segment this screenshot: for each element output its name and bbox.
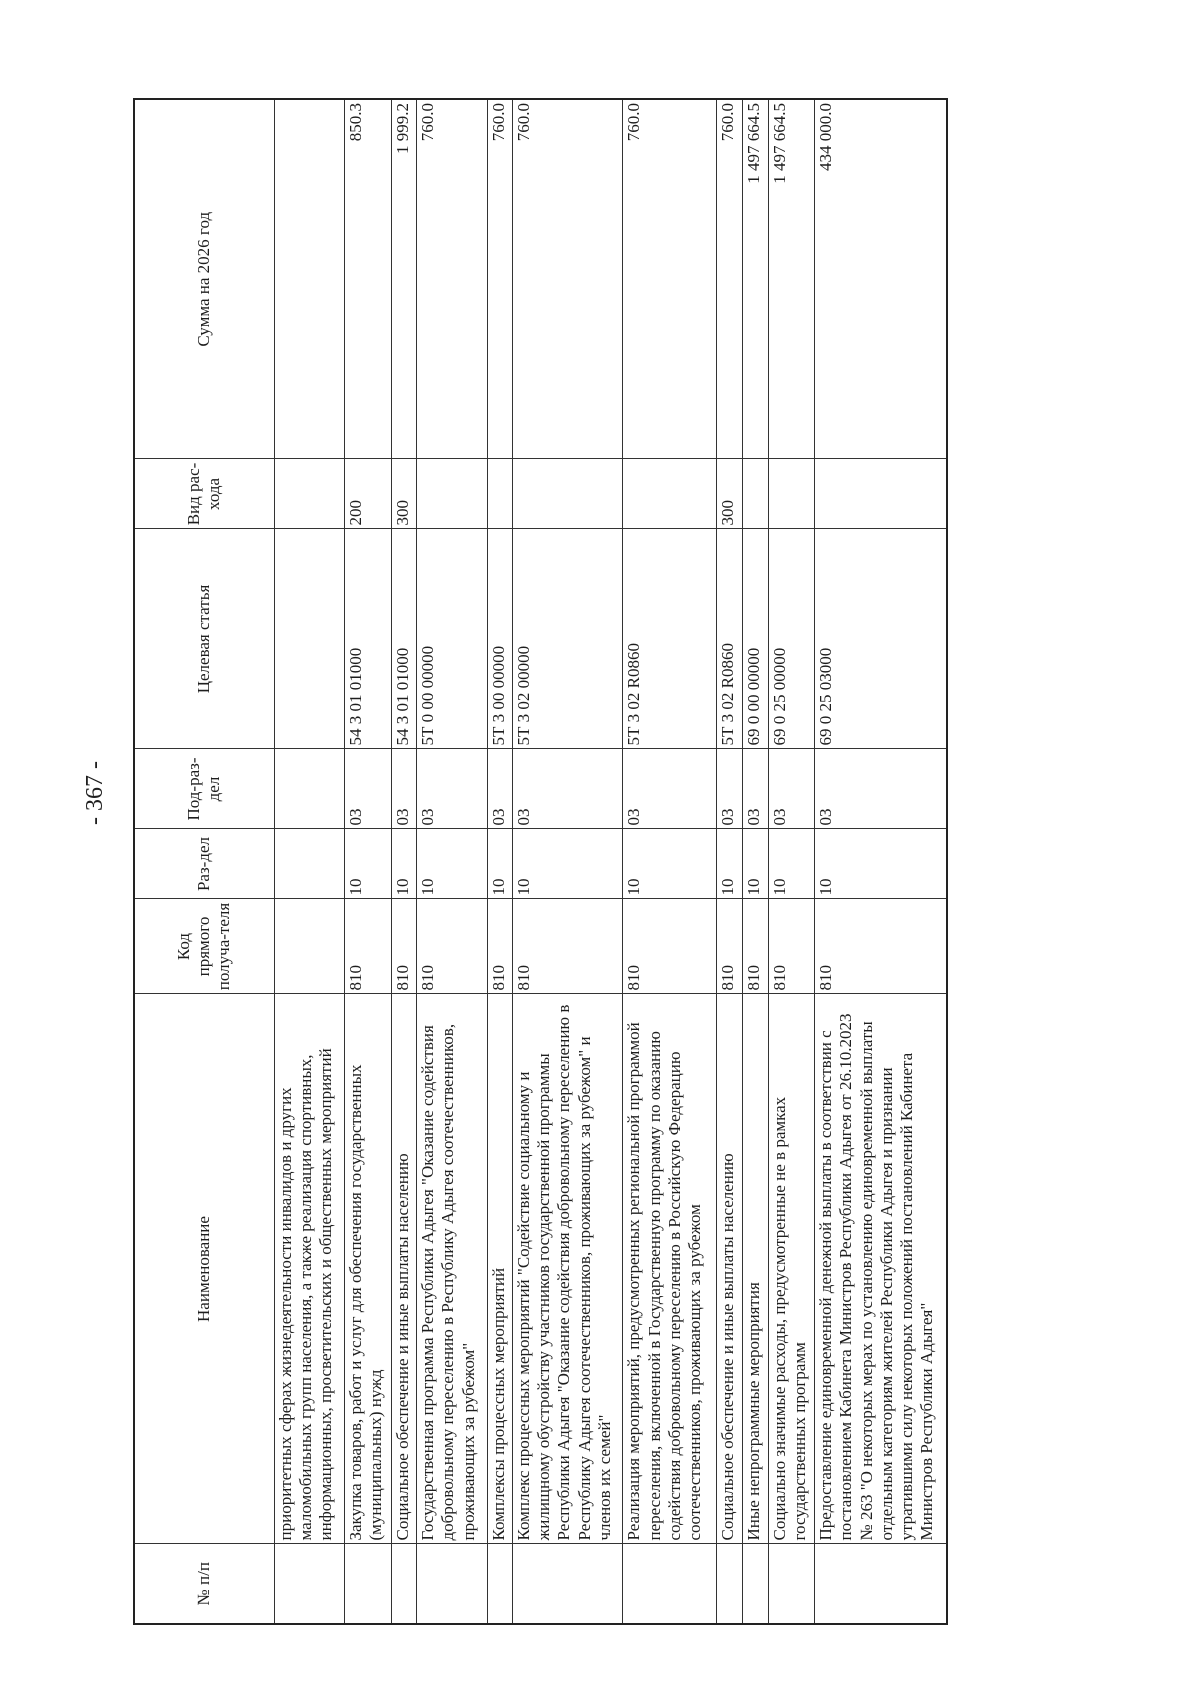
cell-summa: 1 497 664.5	[768, 99, 815, 459]
header-vid: Вид рас-хода	[134, 459, 274, 529]
cell-num	[717, 1544, 743, 1624]
cell-vid	[815, 459, 947, 529]
cell-celevaya: 5Т 3 02 00000	[513, 529, 623, 749]
cell-num	[391, 1544, 417, 1624]
cell-num	[513, 1544, 623, 1624]
cell-celevaya: 54 3 01 01000	[391, 529, 417, 749]
cell-kod: 810	[815, 899, 947, 994]
cell-kod: 810	[623, 899, 717, 994]
cell-vid: 300	[391, 459, 417, 529]
table-row	[623, 99, 717, 1624]
cell-summa: 760.0	[417, 99, 487, 459]
cell-razdel: 10	[742, 829, 768, 899]
cell-name: Социально значимые расходы, предусмотренные не в рамках государственных программ	[768, 994, 815, 1544]
cell-celevaya: 5Т 3 00 00000	[487, 529, 513, 749]
cell-podrazdel: 03	[768, 749, 815, 829]
table-row	[417, 99, 487, 1624]
rotated-table-container	[133, 100, 948, 1625]
cell-vid	[742, 459, 768, 529]
cell-celevaya: 5Т 0 00 00000	[417, 529, 487, 749]
cell-celevaya: 69 0 25 03000	[815, 529, 947, 749]
table-row	[513, 99, 623, 1624]
cell-razdel: 10	[487, 829, 513, 899]
table-row	[742, 99, 768, 1624]
cell-celevaya: 69 0 25 00000	[768, 529, 815, 749]
cell-summa: 850.3	[344, 99, 391, 459]
cell-num	[417, 1544, 487, 1624]
cell-podrazdel: 03	[623, 749, 717, 829]
cell-celevaya: 54 3 01 01000	[344, 529, 391, 749]
table-row	[768, 99, 815, 1624]
cell-kod: 810	[417, 899, 487, 994]
table-row	[344, 99, 391, 1624]
cell-kod: 810	[513, 899, 623, 994]
cell-celevaya: 5Т 3 02 R0860	[623, 529, 717, 749]
cell-kod: 810	[487, 899, 513, 994]
cell-name: Реализация мероприятий, предусмотренных региональной программой переселения, включенной в Государственную программу по оказанию содействия добровольному переселению в Российскую Федерацию соотечественников, проживающих за рубежом	[623, 994, 717, 1544]
cell-vid	[274, 459, 344, 529]
cell-podrazdel: 03	[742, 749, 768, 829]
cell-num	[623, 1544, 717, 1624]
cell-name: Государственная программа Республики Адыгея "Оказание содействия добровольному переселению в Республику Адыгея соотечественников, проживающих за рубежом"	[417, 994, 487, 1544]
cell-podrazdel	[274, 749, 344, 829]
cell-summa	[274, 99, 344, 459]
cell-podrazdel: 03	[717, 749, 743, 829]
budget-table	[133, 98, 948, 1625]
table-row	[274, 99, 344, 1624]
cell-kod: 810	[717, 899, 743, 994]
cell-vid	[623, 459, 717, 529]
cell-razdel: 10	[417, 829, 487, 899]
cell-summa: 1 497 664.5	[742, 99, 768, 459]
cell-podrazdel: 03	[815, 749, 947, 829]
cell-kod: 810	[344, 899, 391, 994]
cell-num	[815, 1544, 947, 1624]
table-row	[487, 99, 513, 1624]
cell-num	[274, 1544, 344, 1624]
header-summa: Сумма на 2026 год	[134, 99, 274, 459]
cell-podrazdel: 03	[391, 749, 417, 829]
cell-celevaya	[274, 529, 344, 749]
table-row	[391, 99, 417, 1624]
cell-name: Иные непрограммные мероприятия	[742, 994, 768, 1544]
cell-razdel	[274, 829, 344, 899]
header-podrazdel: Под-раз-дел	[134, 749, 274, 829]
header-kod: Код прямого получа-теля	[134, 899, 274, 994]
table-header-row	[134, 99, 274, 1624]
cell-razdel: 10	[815, 829, 947, 899]
table-row	[815, 99, 947, 1624]
cell-vid	[417, 459, 487, 529]
cell-kod: 810	[768, 899, 815, 994]
cell-kod: 810	[391, 899, 417, 994]
cell-razdel: 10	[717, 829, 743, 899]
cell-name: Комплексы процессных мероприятий	[487, 994, 513, 1544]
cell-kod	[274, 899, 344, 994]
cell-num	[742, 1544, 768, 1624]
cell-summa: 760.0	[487, 99, 513, 459]
header-num: № п/п	[134, 1544, 274, 1624]
cell-summa: 760.0	[623, 99, 717, 459]
cell-vid: 200	[344, 459, 391, 529]
cell-celevaya: 5Т 3 02 R0860	[717, 529, 743, 749]
header-name: Наименование	[134, 994, 274, 1544]
cell-razdel: 10	[513, 829, 623, 899]
cell-name: приоритетных сферах жизнедеятельности инвалидов и других маломобильных групп населения, а также реализация спортивных, информационных, просветительских и общественных мероприятий	[274, 994, 344, 1544]
cell-num	[487, 1544, 513, 1624]
cell-razdel: 10	[344, 829, 391, 899]
cell-name: Социальное обеспечение и иные выплаты населению	[391, 994, 417, 1544]
header-celevaya: Целевая статья	[134, 529, 274, 749]
cell-vid: 300	[717, 459, 743, 529]
cell-name: Предоставление единовременной денежной выплаты в соответствии с постановлением Кабинета Министров Республики Адыгея от 26.10.2023 № 263 "О некоторых мерах по установлению единовременной выплаты отдельным категориям жителей Республики Адыгея и признании утратившими силу некоторых положений постановлений Кабинета Министров Республики Адыгея"	[815, 994, 947, 1544]
cell-celevaya: 69 0 00 00000	[742, 529, 768, 749]
cell-razdel: 10	[391, 829, 417, 899]
header-razdel: Раз-дел	[134, 829, 274, 899]
cell-podrazdel: 03	[417, 749, 487, 829]
cell-razdel: 10	[623, 829, 717, 899]
cell-num	[768, 1544, 815, 1624]
cell-name: Комплекс процессных мероприятий "Содействие социальному и жилищному обустройству участников государственной программы Республики Адыгея "Оказание содействия добровольному переселению в Республику Адыгея соотечественников, проживающих за рубежом" и членов их семей"	[513, 994, 623, 1544]
cell-vid	[487, 459, 513, 529]
cell-podrazdel: 03	[513, 749, 623, 829]
page-number: - 367 -	[82, 761, 108, 825]
cell-name: Закупка товаров, работ и услуг для обеспечения государственных (муниципальных) нужд	[344, 994, 391, 1544]
cell-name: Социальное обеспечение и иные выплаты населению	[717, 994, 743, 1544]
cell-summa: 434 000.0	[815, 99, 947, 459]
cell-podrazdel: 03	[344, 749, 391, 829]
cell-vid	[513, 459, 623, 529]
table-row	[717, 99, 743, 1624]
cell-vid	[768, 459, 815, 529]
cell-kod: 810	[742, 899, 768, 994]
cell-num	[344, 1544, 391, 1624]
cell-summa: 1 999.2	[391, 99, 417, 459]
cell-razdel: 10	[768, 829, 815, 899]
cell-podrazdel: 03	[487, 749, 513, 829]
cell-summa: 760.0	[513, 99, 623, 459]
cell-summa: 760.0	[717, 99, 743, 459]
